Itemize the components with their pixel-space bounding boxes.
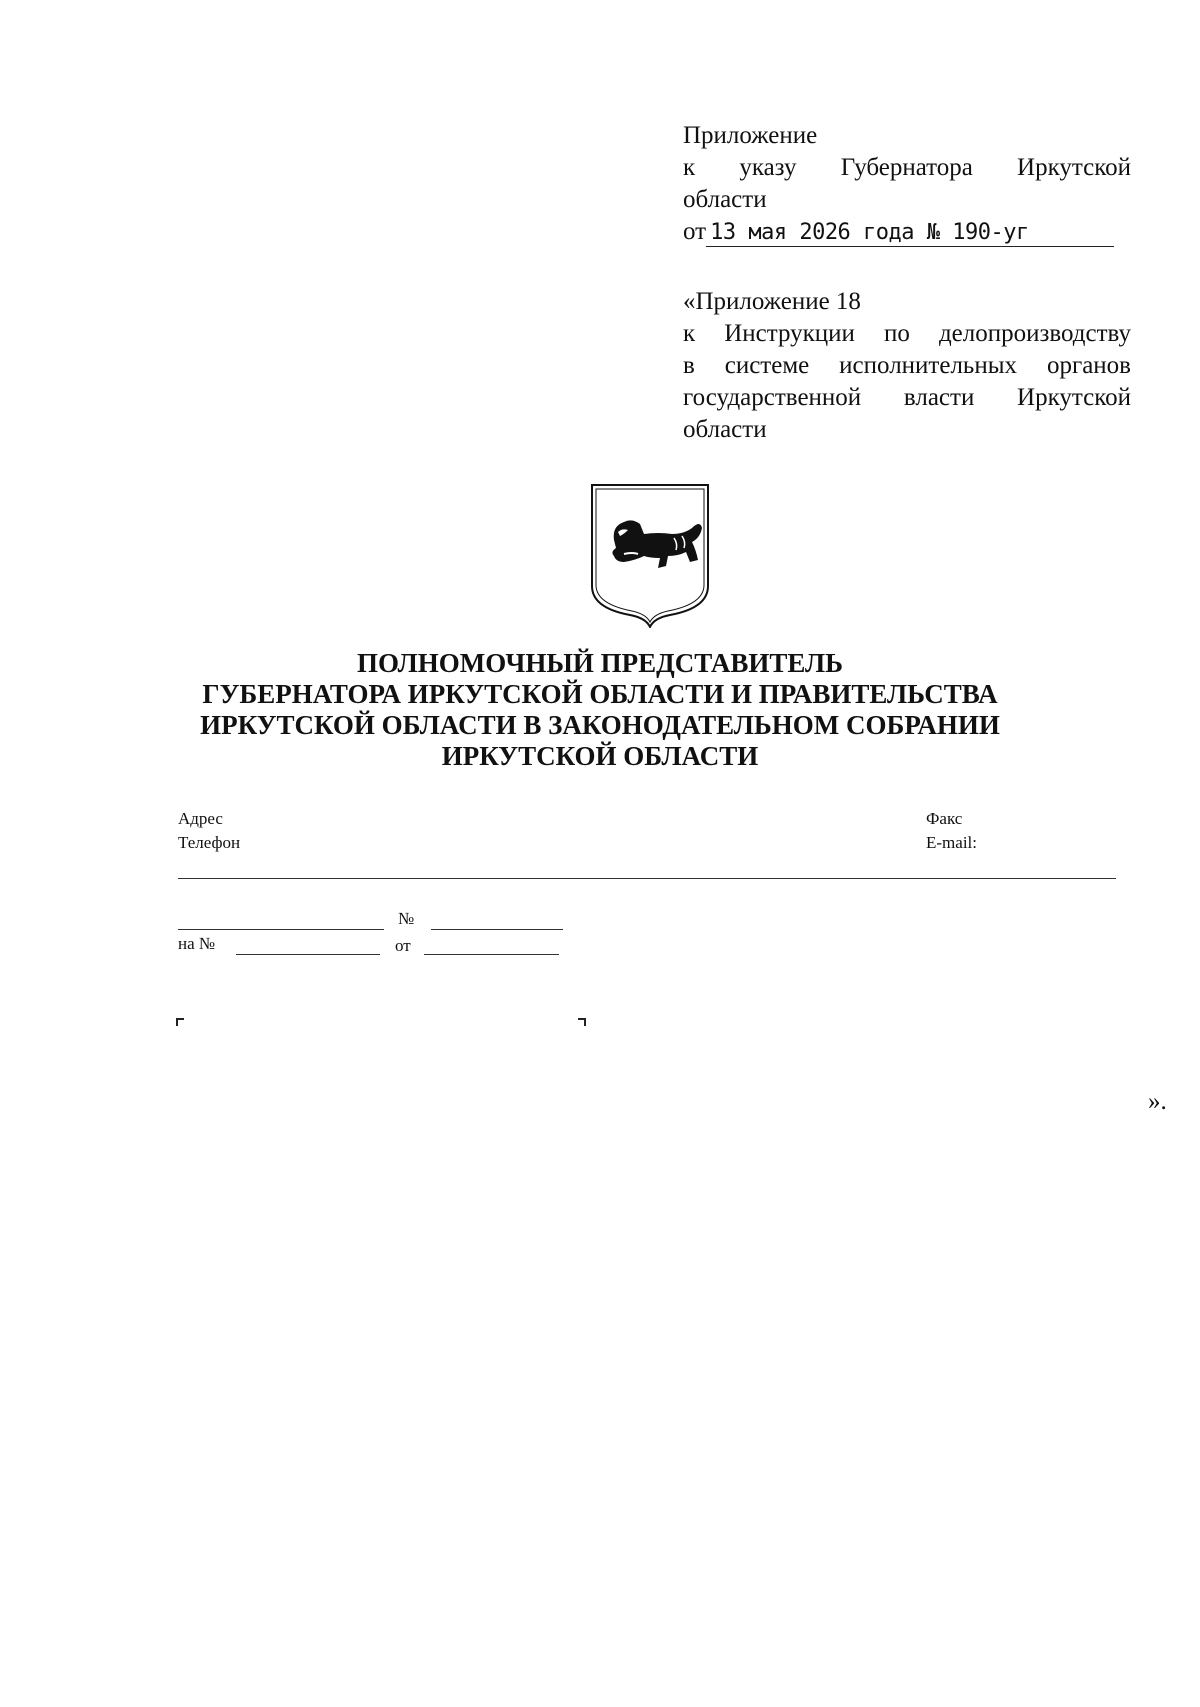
addressee-corner-right bbox=[578, 1018, 586, 1026]
approval-date-prefix: от bbox=[683, 218, 707, 245]
annex-line-5: области bbox=[683, 416, 767, 443]
approval-date-value: 13 мая 2026 года № 190-уг bbox=[706, 220, 1114, 247]
coat-of-arms-icon bbox=[588, 482, 712, 628]
annex-line-3: в системе исполнительных органов bbox=[683, 352, 1131, 379]
contacts-left bbox=[178, 807, 240, 855]
annex-line-2: к Инструкции по делопроизводству bbox=[683, 320, 1131, 347]
closing-quote: ». bbox=[1148, 1088, 1167, 1115]
annex-title: «Приложение 18 bbox=[683, 288, 861, 315]
phone-label: Телефон bbox=[178, 833, 241, 852]
approval-region: области bbox=[683, 186, 767, 213]
reply-from-label: от bbox=[395, 936, 411, 955]
annex-line-4: государственной власти Иркутской bbox=[683, 384, 1131, 411]
number-label: № bbox=[398, 909, 415, 928]
approval-block bbox=[683, 120, 1131, 248]
reply-date-blank bbox=[424, 954, 559, 955]
header-divider bbox=[178, 878, 1116, 879]
addressee-corner-left bbox=[176, 1018, 184, 1026]
fax-label: Факс bbox=[926, 809, 963, 828]
approval-date-line bbox=[683, 216, 1131, 248]
email-label: E-mail: bbox=[926, 833, 977, 852]
contacts-right bbox=[926, 807, 977, 855]
number-blank bbox=[431, 929, 563, 930]
date-blank bbox=[178, 929, 384, 930]
address-label: Адрес bbox=[178, 809, 223, 828]
annex-block bbox=[683, 286, 1131, 446]
reply-number-blank bbox=[236, 954, 380, 955]
organization-title: ПОЛНОМОЧНЫЙ ПРЕДСТАВИТЕЛЬ ГУБЕРНАТОРА ИРКУТСКОЙ ОБЛАСТИ И ПРАВИТЕЛЬСТВА ИРКУТСКОЙ ОБЛАСТИ В ЗАКОНОДАТЕЛЬНОМ СОБРАНИИ ИРКУТСКОЙ ОБЛАСТИ bbox=[200, 648, 1000, 771]
reply-number-label: на № bbox=[178, 934, 216, 953]
approval-reference: к указу Губернатора Иркутской bbox=[683, 154, 1131, 181]
approval-title: Приложение bbox=[683, 122, 818, 149]
